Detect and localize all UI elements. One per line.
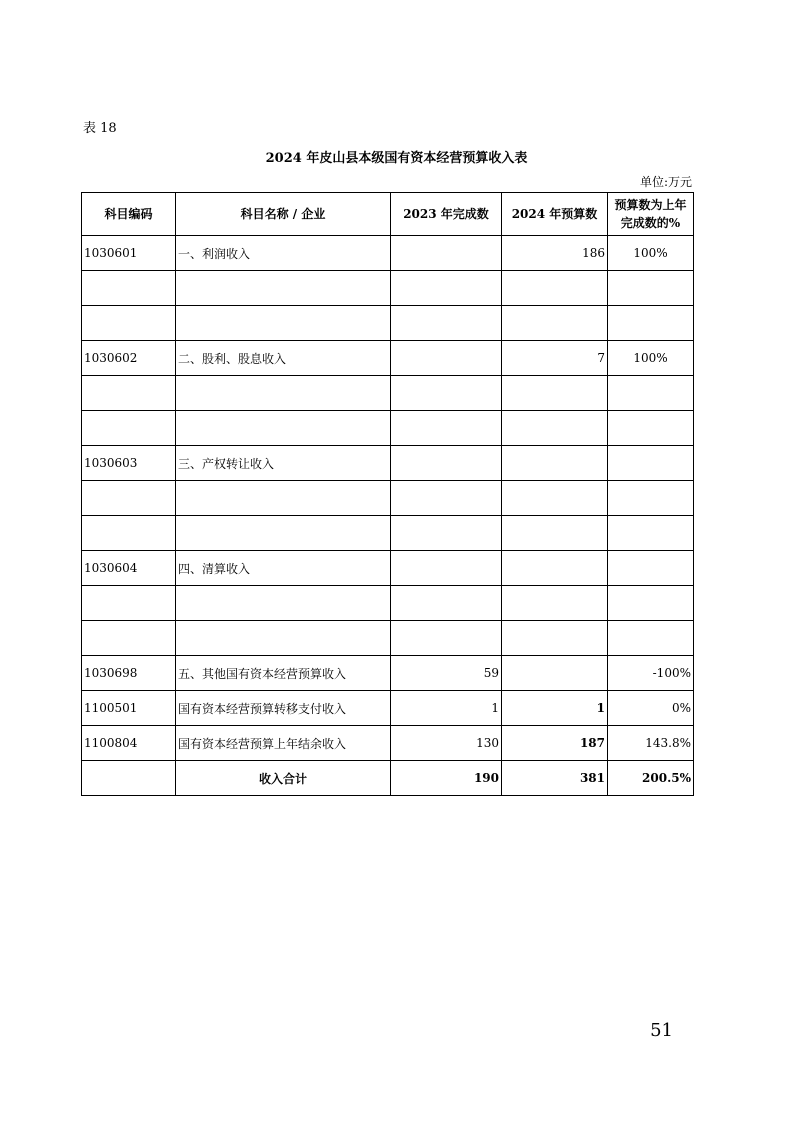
table-row <box>82 481 694 516</box>
total-budget-2024: 381 <box>502 761 608 796</box>
row-budget-2024 <box>502 621 608 656</box>
row-ratio <box>608 516 694 551</box>
row-ratio: 143.8% <box>608 726 694 761</box>
row-ratio <box>608 621 694 656</box>
row-done-2023: 1 <box>391 691 502 726</box>
row-done-2023 <box>391 551 502 586</box>
row-name: 五、其他国有资本经营预算收入 <box>176 656 391 691</box>
row-budget-2024 <box>502 656 608 691</box>
table-row <box>82 516 694 551</box>
table-row <box>82 271 694 306</box>
row-budget-2024: 186 <box>502 236 608 271</box>
row-done-2023 <box>391 271 502 306</box>
row-name <box>176 586 391 621</box>
row-budget-2024 <box>502 376 608 411</box>
row-code <box>82 481 176 516</box>
total-row <box>82 761 694 796</box>
row-budget-2024 <box>502 481 608 516</box>
table-row <box>82 621 694 656</box>
row-ratio: 100% <box>608 236 694 271</box>
row-budget-2024 <box>502 411 608 446</box>
row-done-2023 <box>391 411 502 446</box>
row-done-2023 <box>391 236 502 271</box>
row-code <box>82 411 176 446</box>
row-ratio: 0% <box>608 691 694 726</box>
row-ratio <box>608 481 694 516</box>
unit-label: 单位:万元 <box>639 175 692 189</box>
row-code <box>82 586 176 621</box>
row-budget-2024 <box>502 271 608 306</box>
row-budget-2024 <box>502 586 608 621</box>
row-code: 1030698 <box>82 656 176 691</box>
row-code <box>82 306 176 341</box>
row-done-2023: 130 <box>391 726 502 761</box>
row-name: 二、股利、股息收入 <box>176 341 391 376</box>
total-code-cell <box>82 761 176 796</box>
table-row <box>82 411 694 446</box>
row-name <box>176 271 391 306</box>
header-ratio: 预算数为上年完成数的% <box>608 193 694 236</box>
table-row <box>82 656 694 691</box>
row-code <box>82 376 176 411</box>
row-ratio: 100% <box>608 341 694 376</box>
total-ratio: 200.5% <box>608 761 694 796</box>
row-budget-2024 <box>502 516 608 551</box>
page-number: 51 <box>650 1020 673 1041</box>
row-name <box>176 376 391 411</box>
row-budget-2024 <box>502 551 608 586</box>
row-code: 1100804 <box>82 726 176 761</box>
row-done-2023 <box>391 341 502 376</box>
header-code: 科目编码 <box>82 193 176 236</box>
table-number: 表 18 <box>83 121 117 136</box>
row-done-2023: 59 <box>391 656 502 691</box>
row-done-2023 <box>391 586 502 621</box>
row-name: 四、清算收入 <box>176 551 391 586</box>
row-name: 国有资本经营预算转移支付收入 <box>176 691 391 726</box>
table-row <box>82 306 694 341</box>
row-code <box>82 271 176 306</box>
row-done-2023 <box>391 446 502 481</box>
row-ratio <box>608 551 694 586</box>
row-code: 1030601 <box>82 236 176 271</box>
row-ratio: -100% <box>608 656 694 691</box>
table-row <box>82 551 694 586</box>
row-code: 1030604 <box>82 551 176 586</box>
row-name <box>176 516 391 551</box>
table-row <box>82 446 694 481</box>
row-done-2023 <box>391 306 502 341</box>
row-name <box>176 411 391 446</box>
row-name <box>176 306 391 341</box>
header-name: 科目名称 / 企业 <box>176 193 391 236</box>
total-label: 收入合计 <box>176 761 391 796</box>
row-budget-2024 <box>502 306 608 341</box>
table-row <box>82 236 694 271</box>
row-ratio <box>608 446 694 481</box>
row-done-2023 <box>391 516 502 551</box>
row-budget-2024 <box>502 446 608 481</box>
row-done-2023 <box>391 621 502 656</box>
row-ratio <box>608 411 694 446</box>
row-ratio <box>608 586 694 621</box>
table-header-row <box>82 193 694 236</box>
table-row <box>82 726 694 761</box>
header-budget-2024: 2024 年预算数 <box>502 193 608 236</box>
row-ratio <box>608 271 694 306</box>
row-code <box>82 516 176 551</box>
row-budget-2024: 187 <box>502 726 608 761</box>
row-done-2023 <box>391 376 502 411</box>
row-code: 1100501 <box>82 691 176 726</box>
row-code: 1030603 <box>82 446 176 481</box>
table-row <box>82 376 694 411</box>
header-done-2023: 2023 年完成数 <box>391 193 502 236</box>
table-row <box>82 586 694 621</box>
row-name: 一、利润收入 <box>176 236 391 271</box>
revenue-table <box>81 192 694 796</box>
row-code: 1030602 <box>82 341 176 376</box>
row-name <box>176 621 391 656</box>
row-ratio <box>608 306 694 341</box>
total-done-2023: 190 <box>391 761 502 796</box>
document-title: 2024 年皮山县本级国有资本经营预算收入表 <box>265 151 528 166</box>
row-name: 国有资本经营预算上年结余收入 <box>176 726 391 761</box>
row-code <box>82 621 176 656</box>
row-done-2023 <box>391 481 502 516</box>
row-ratio <box>608 376 694 411</box>
row-budget-2024: 1 <box>502 691 608 726</box>
row-name: 三、产权转让收入 <box>176 446 391 481</box>
table-row <box>82 341 694 376</box>
row-budget-2024: 7 <box>502 341 608 376</box>
table-row <box>82 691 694 726</box>
row-name <box>176 481 391 516</box>
